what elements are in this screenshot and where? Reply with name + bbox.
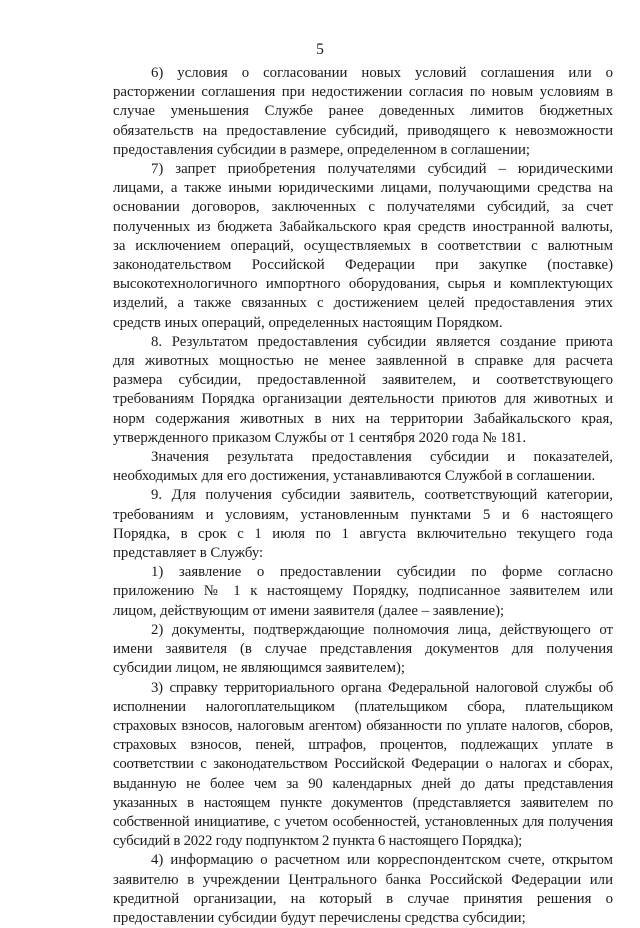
paragraph-point-8	[113, 333, 613, 448]
text-line: имени заявителя (в случае представления документов для получения	[113, 641, 613, 658]
text-line: за исключением операций, осуществляемых в соответствии с валютным	[113, 237, 613, 254]
text-line: предоставлении субсидии будут перечислены средства субсидии;	[113, 909, 526, 926]
paragraph-subitem-4	[113, 851, 613, 928]
text-line: лицами, а также иными юридическими лицами, получающими средства на	[113, 180, 613, 197]
text-line: 3) справку территориального органа Федеральной налоговой службы об	[151, 679, 613, 696]
text-line: лицом, действующим от имени заявителя (далее – заявление);	[113, 602, 505, 619]
text-line: для животных мощностью не менее заявленной в справке для расчета	[113, 353, 613, 370]
paragraph-point-9	[113, 486, 613, 563]
text-line: выданную не более чем за 90 календарных дней до даты представления	[113, 775, 613, 792]
text-line: изделий, а также связанных с достижением целей предоставления этих	[113, 295, 613, 312]
text-line: расторжении соглашения при недостижении согласия по новым условиям в	[113, 84, 613, 101]
text-line: кредитной организации, на который в случае принятия решения о	[113, 890, 613, 907]
text-line: заявителю в учреждении Центрального банка Российской Федерации или	[113, 871, 613, 888]
text-line: соответствии с законодательством Российской Федерации о налогах и сборах,	[113, 756, 613, 773]
paragraph-subitem-3	[113, 679, 613, 852]
paragraph-subitem-2	[113, 621, 613, 679]
text-line: субсидий в 2022 году подпунктом 2 пункта 6 настоящего Порядка);	[113, 833, 523, 850]
text-line: представляет в Службу:	[113, 545, 264, 562]
text-line: полученных из бюджета Забайкальского края средств иностранной валюты,	[113, 218, 613, 235]
text-line: случае уменьшения Службе ранее доведенных лимитов бюджетных	[113, 103, 613, 120]
page-number: 5	[316, 41, 324, 58]
text-line: собственной инициативе, с учетом особенностей, установленных для получения	[113, 813, 613, 830]
text-line: предоставления субсидии в размере, определенном в соглашении;	[113, 141, 530, 158]
text-line: утвержденного приказом Службы от 1 сентября 2020 года № 181.	[113, 429, 527, 446]
text-line: страховых взносов, налоговым агентом) обязанности по уплате налогов, сборов,	[113, 717, 613, 734]
text-line: 8. Результатом предоставления субсидии является создание приюта	[151, 333, 613, 350]
text-line: требованиям и условиям, установленным пунктами 5 и 6 настоящего	[113, 506, 613, 523]
text-line: законодательством Российской Федерации при закупке (поставке)	[113, 257, 613, 274]
text-line: исполнении налогоплательщиком (плательщиком сбора, плательщиком	[113, 698, 613, 715]
paragraph-subitem-1	[113, 563, 613, 621]
text-line: требованиям Порядка организации деятельности приютов для животных и	[113, 391, 613, 408]
text-line: необходимых для его достижения, устанавливаются Службой в соглашении.	[113, 468, 596, 485]
text-line: норм содержания животных в них на территории Забайкальского края,	[113, 410, 613, 427]
text-line: 7) запрет приобретения получателями субсидий – юридическими	[151, 161, 613, 178]
document-body	[113, 64, 613, 928]
paragraph-item-6	[113, 64, 613, 160]
text-line: указанных в настоящем пункте документов (представляется заявителем по	[113, 794, 613, 811]
paragraph-item-7	[113, 160, 613, 333]
text-line: 6) условия о согласовании новых условий соглашения или о	[151, 65, 613, 81]
paragraph-result-values	[113, 448, 613, 486]
text-line: Порядка, в срок с 1 июля по 1 августа включительно текущего года	[113, 525, 613, 542]
text-line: страховых взносов, пеней, штрафов, процентов, подлежащих уплате в	[113, 737, 613, 754]
text-line: 1) заявление о предоставлении субсидии по форме согласно	[151, 564, 613, 581]
text-line: 4) информацию о расчетном или корреспондентском счете, открытом	[151, 852, 613, 869]
text-line: 9. Для получения субсидии заявитель, соответствующий категории,	[151, 487, 613, 504]
text-line: Значения результата предоставления субсидии и показателей,	[151, 449, 613, 466]
text-line: субсидии лицом, не являющимся заявителем);	[113, 660, 406, 677]
text-line: приложению № 1 к настоящему Порядку, подписанное заявителем или	[113, 583, 613, 600]
text-line: средств иных операций, определенных настоящим Порядком.	[113, 314, 503, 331]
text-line: основании договоров, заключенных с получателями субсидий, за счет	[113, 199, 613, 216]
text-line: размера субсидии, предоставленной заявителем, и соответствующего	[113, 372, 613, 389]
text-line: обязательств на предоставление субсидий, приводящего к невозможности	[113, 122, 613, 139]
text-line: высокотехнологичного импортного оборудования, сырья и комплектующих	[113, 276, 613, 293]
text-line: 2) документы, подтверждающие полномочия лица, действующего от	[151, 621, 613, 638]
